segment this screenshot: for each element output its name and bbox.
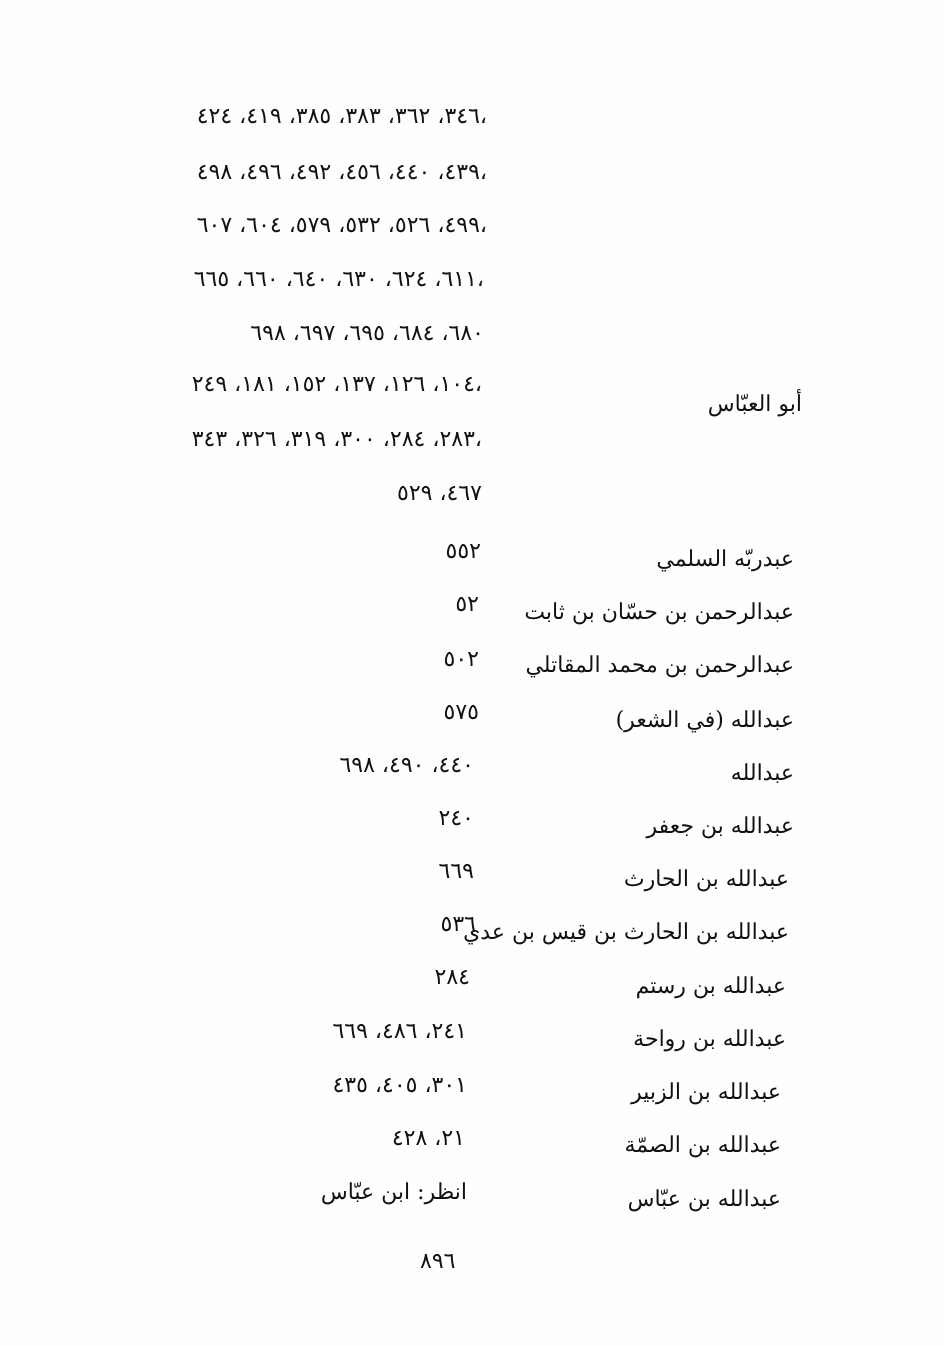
entry-name: عبدالله بن رستم bbox=[635, 974, 786, 999]
entry-name: عبدالله bbox=[730, 761, 794, 786]
entry-pages: ٦٦٩ bbox=[438, 859, 474, 884]
continuation-line: ٤٩٩، ٥٢٦، ٥٣٢، ٥٧٩، ٦٠٤، ٦٠٧، bbox=[196, 213, 487, 238]
abu-abbas-pages-line: ٤٦٧، ٥٢٩ bbox=[397, 481, 482, 506]
entry-pages: ٤٤٠، ٤٩٠، ٦٩٨ bbox=[339, 753, 474, 778]
entry-name: عبدالله بن الصمّة bbox=[624, 1133, 781, 1158]
abu-abbas-pages-line: ١٠٤، ١٢٦، ١٣٧، ١٥٢، ١٨١، ٢٤٩، bbox=[191, 372, 482, 397]
entry-pages: ٥٧٥ bbox=[443, 700, 479, 725]
entry-pages: ٣٠١، ٤٠٥، ٤٣٥ bbox=[332, 1073, 467, 1098]
entry-pages: ٢٨٤ bbox=[434, 965, 470, 990]
entry-cross-reference: انظر: ابن عبّاس bbox=[320, 1180, 467, 1205]
entry-pages: ٢١، ٤٢٨ bbox=[391, 1126, 465, 1151]
entry-name: عبدالرحمن بن محمد المقاتلي bbox=[525, 653, 794, 678]
entry-pages: ٥٣٦ bbox=[440, 912, 476, 937]
entry-name: عبدالله بن عبّاس bbox=[627, 1187, 781, 1212]
entry-name-abu-abbas: أبو العبّاس bbox=[707, 392, 802, 417]
continuation-line: ٤٣٩، ٤٤٠، ٤٥٦، ٤٩٢، ٤٩٦، ٤٩٨، bbox=[196, 160, 487, 185]
continuation-line: ٣٤٦، ٣٦٢، ٣٨٣، ٣٨٥، ٤١٩، ٤٢٤، bbox=[196, 104, 487, 129]
entry-name: عبدربّه السلمي bbox=[656, 547, 794, 572]
entry-name: عبدالرحمن بن حسّان بن ثابت bbox=[524, 600, 794, 625]
entry-pages: ٥٢ bbox=[455, 592, 479, 617]
entry-name: عبدالله بن الحارث bbox=[623, 867, 789, 892]
abu-abbas-pages-line: ٢٨٣، ٢٨٤، ٣٠٠، ٣١٩، ٣٢٦، ٣٤٣، bbox=[191, 427, 482, 452]
entry-name: عبدالله بن الحارث بن قيس بن عدي bbox=[463, 920, 789, 945]
entry-name: عبدالله بن رواحة bbox=[633, 1027, 786, 1052]
entry-pages: ٢٤٠ bbox=[438, 806, 474, 831]
page-number: ٨٩٦ bbox=[420, 1249, 456, 1274]
entry-pages: ٥٥٢ bbox=[445, 539, 481, 564]
entry-name: عبدالله بن الزبير bbox=[631, 1080, 781, 1105]
continuation-line: ٦١١، ٦٢٤، ٦٣٠، ٦٤٠، ٦٦٠، ٦٦٥، bbox=[193, 267, 484, 292]
entry-name: عبدالله بن جعفر bbox=[646, 814, 794, 839]
continuation-line: ٦٨٠، ٦٨٤، ٦٩٥، ٦٩٧، ٦٩٨ bbox=[250, 321, 484, 346]
entry-pages: ٥٠٢ bbox=[443, 647, 479, 672]
entry-pages: ٢٤١، ٤٨٦، ٦٦٩ bbox=[332, 1019, 467, 1044]
entry-name: عبدالله (في الشعر) bbox=[615, 708, 794, 733]
